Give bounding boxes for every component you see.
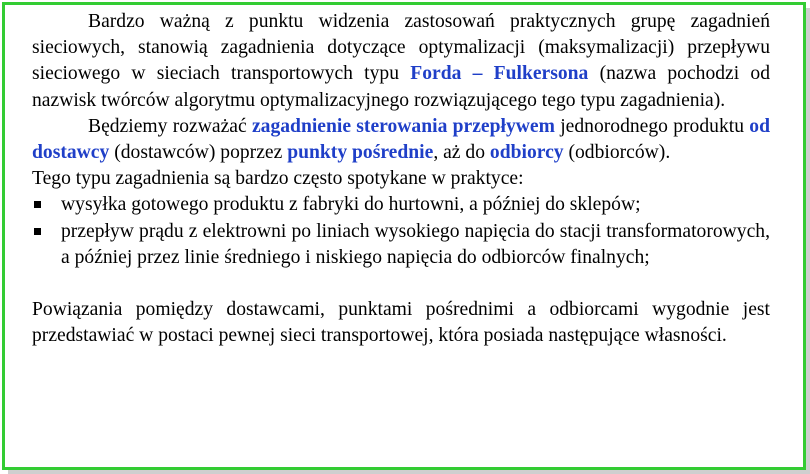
- paragraph-spacer: [32, 271, 770, 297]
- list-item: [32, 219, 770, 271]
- examples-list: [32, 192, 770, 271]
- flow-text-1: Będziemy rozważać: [88, 115, 252, 137]
- square-bullet-icon: [34, 228, 41, 235]
- list-item-text: przepływ prądu z elektrowni po liniach wysokiego napięcia do stacji transformatorowych, a później przez linie średniego i niskiego napięcia do odbiorców finalnych;: [61, 220, 770, 268]
- paragraph-intro: [32, 9, 770, 114]
- square-bullet-icon: [34, 201, 41, 208]
- flow-text-5: (odbiorców).: [563, 142, 671, 164]
- highlight-ford-fulkerson: Forda – Fulkersona: [410, 63, 589, 85]
- intro-text-2: (nazwa pochodzi od nazwisk twórców algorytmu optymalizacyjnego rozwiązującego tego typu zagadnienia).: [32, 63, 771, 111]
- highlight-recipient: odbiorcy: [489, 142, 564, 164]
- flow-text-2: jednorodnego produktu: [554, 115, 750, 137]
- frame-shadow-bottom: [8, 470, 810, 474]
- intro-text-1: Bardzo ważną z punktu widzenia zastosowań praktycznych grupę zagadnień sieciowych, stanowią zagadnienia dotyczące optymalizacji (maksymalizacji) przepływu sieciowego w sieciach transportowych typu: [32, 11, 770, 85]
- frame-shadow-right: [806, 8, 810, 474]
- highlight-flow-control: zagadnienie sterowania przepływem: [251, 115, 555, 137]
- paragraph-practice: Tego typu zagadnienia są bardzo często spotykane w praktyce:: [32, 168, 524, 190]
- flow-text-3: (dostawców) poprzez: [109, 142, 288, 164]
- flow-text-4: , aż do: [433, 142, 490, 164]
- paragraph-flow-control: [32, 114, 770, 166]
- paragraph-network: Powiązania pomiędzy dostawcami, punktami pośrednimi a odbiorcami wygodnie jest przedstawiać w postaci pewnej sieci transportowej, która posiada następujące własności.: [32, 299, 770, 347]
- list-item-text: wysyłka gotowego produktu z fabryki do hurtowni, a później do sklepów;: [61, 194, 641, 216]
- document-body: [32, 9, 770, 349]
- highlight-intermediate-points: punkty pośrednie: [287, 142, 434, 164]
- list-item: [32, 192, 770, 218]
- highlight-supplier: od dostawcy: [32, 115, 770, 164]
